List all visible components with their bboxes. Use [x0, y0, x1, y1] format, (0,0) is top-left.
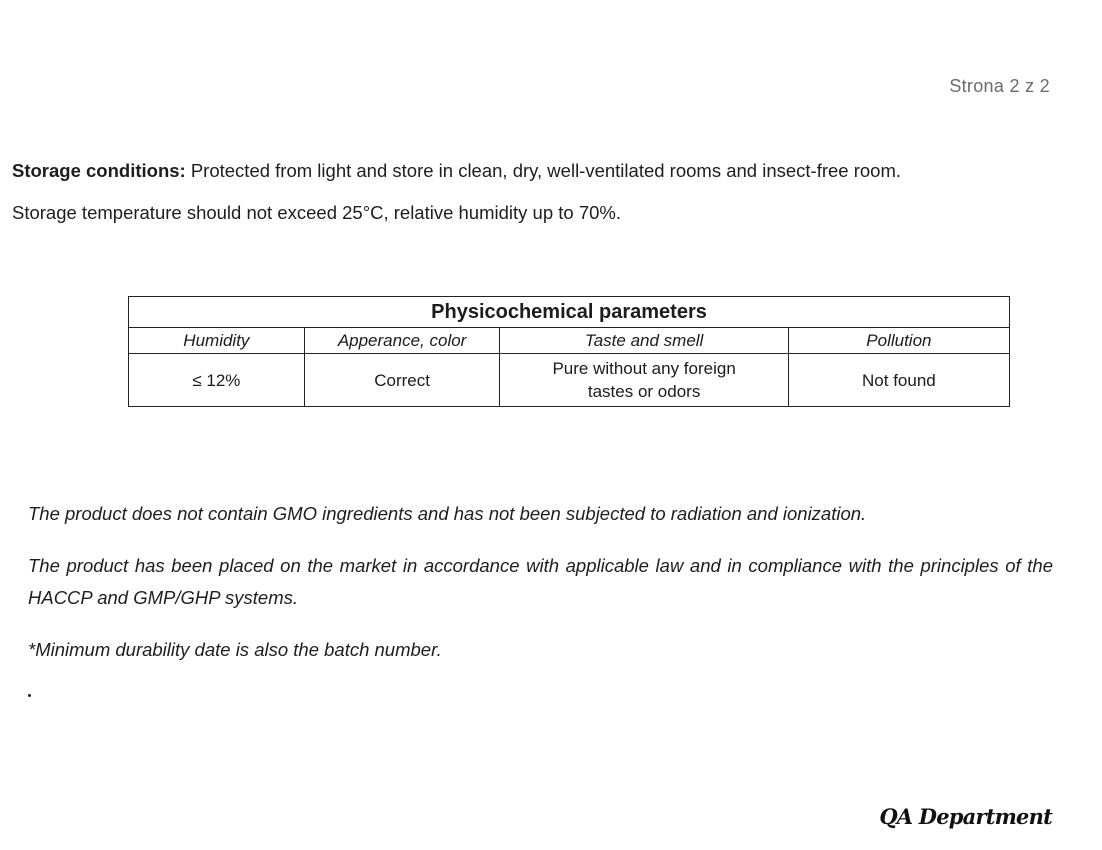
- qa-department-signature: QA Department: [879, 804, 1052, 829]
- batch-number-note: *Minimum durability date is also the batch number.: [28, 639, 442, 660]
- table-title: Physicochemical parameters: [129, 297, 1010, 328]
- table-row: [129, 354, 1010, 407]
- storage-conditions-section: [12, 150, 901, 234]
- page-number: Strona 2 z 2: [949, 76, 1050, 96]
- storage-conditions-line: [12, 150, 901, 192]
- storage-temperature-text: Storage temperature should not exceed 25°C, relative humidity up to 70%.: [12, 202, 622, 223]
- physicochemical-parameters-table: [128, 296, 1010, 407]
- gmo-statement: The product does not contain GMO ingredients and has not been subjected to radiation and ionization.: [28, 503, 867, 524]
- storage-conditions-text: Protected from light and store in clean, dry, well-ventilated rooms and insect-free room.: [185, 160, 902, 181]
- table-title-row: [129, 297, 1010, 328]
- compliance-statement: The product has been placed on the market in accordance with applicable law and in compliance with the principles of the HACCP and GMP/GHP systems.: [28, 555, 1053, 608]
- cell-appearance-color: Correct: [304, 354, 500, 407]
- cell-taste-and-smell-text: Pure without any foreign tastes or odors: [552, 359, 736, 401]
- header-humidity: Humidity: [129, 328, 305, 354]
- header-appearance-color: Apperance, color: [304, 328, 500, 354]
- storage-conditions-label: Storage conditions:: [12, 160, 186, 181]
- notes-section: [28, 498, 1053, 686]
- cell-humidity: ≤ 12%: [129, 354, 305, 407]
- header-pollution: Pollution: [788, 328, 1009, 354]
- cell-pollution: Not found: [788, 354, 1009, 407]
- header-taste-and-smell: Taste and smell: [500, 328, 788, 354]
- cell-taste-and-smell: [500, 354, 788, 407]
- stray-dot: [28, 694, 31, 697]
- table-header-row: [129, 328, 1010, 354]
